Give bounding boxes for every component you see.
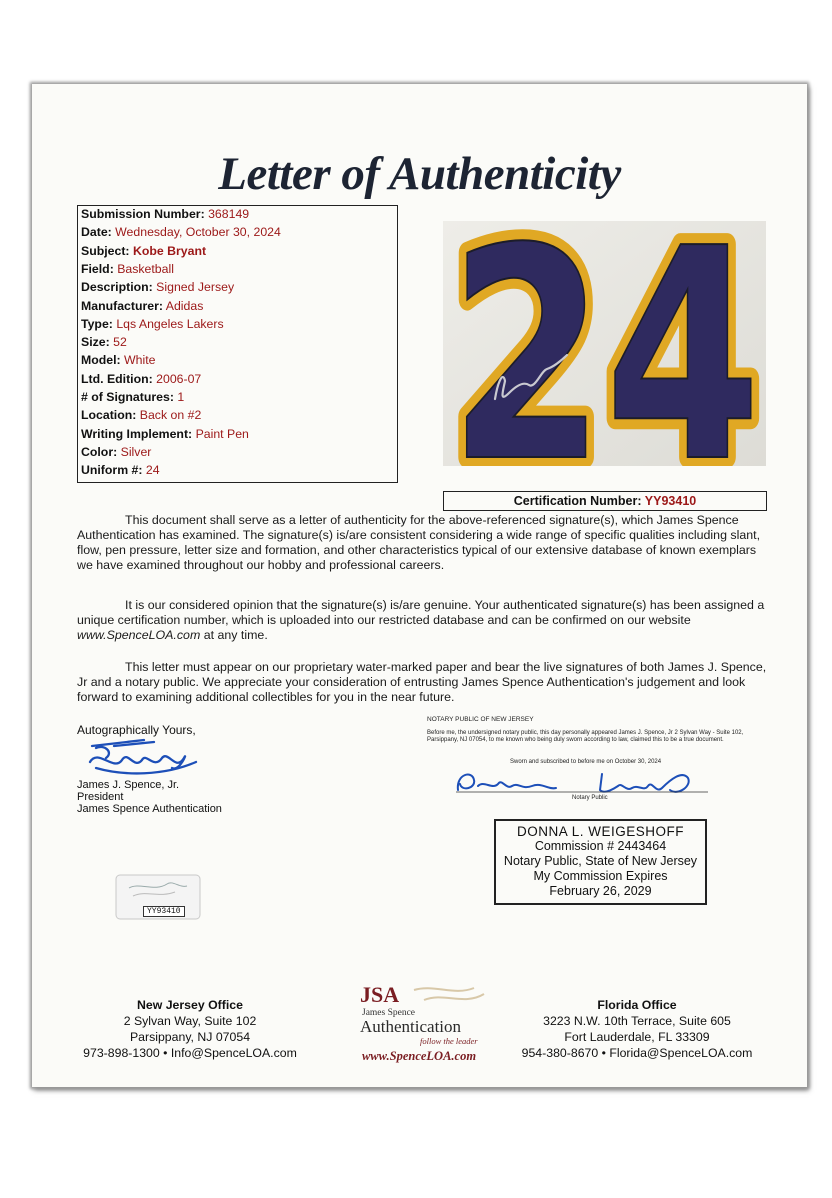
info-value: 368149 (208, 207, 250, 221)
notary-stamp-name: DONNA L. WEIGESHOFF (516, 824, 685, 839)
info-key: Field: (81, 261, 114, 276)
info-value: Kobe Bryant (132, 243, 207, 258)
info-key: Color: (81, 444, 118, 459)
info-row-subject (81, 244, 206, 258)
info-row-type (81, 317, 224, 331)
jersey-photo (443, 221, 766, 466)
info-value: Silver (120, 444, 152, 459)
fl-office-title: Florida Office (597, 998, 677, 1012)
signer-name: James J. Spence, Jr. (77, 779, 180, 791)
info-value: Lqs Angeles Lakers (116, 316, 224, 331)
info-row-signatures (81, 390, 184, 404)
notary-stamp-title: Notary Public, State of New Jersey (503, 854, 698, 868)
paragraph-opinion (77, 598, 767, 643)
nj-office-line1: 2 Sylvan Way, Suite 102 (123, 1014, 257, 1028)
fl-office (517, 997, 757, 1061)
info-key: Manufacturer: (81, 298, 163, 313)
notary-stamp-expires-date: February 26, 2029 (549, 884, 652, 898)
notary-stamp-commission: Commission # 2443464 (534, 839, 667, 853)
info-row-color (81, 445, 151, 459)
letter-sheet (32, 84, 807, 1087)
info-key: Subject: (81, 243, 130, 258)
info-key: Type: (81, 316, 113, 331)
notary-sworn: Sworn and subscribed to before me on October 30, 2024 (510, 759, 662, 765)
info-value: 1 (177, 390, 185, 404)
notary-header: NOTARY PUBLIC OF NEW JERSEY (427, 716, 534, 723)
paragraph-text: This letter must appear on our proprietary water-marked paper and bear the live signatures of both James J. Spence, Jr and a notary public. We appreciate your consideration of entrusting James Spence Authentication's judgement and look forward to examining additional collectibles for you in the near future. (77, 660, 767, 704)
certification-number-box (443, 491, 767, 511)
info-key: Size: (81, 335, 110, 350)
jersey-number: 24 (449, 221, 761, 466)
info-value: White (124, 353, 156, 368)
info-key: Uniform #: (81, 463, 143, 478)
info-row-location (81, 408, 201, 422)
notary-stamp-expires-label: My Commission Expires (533, 869, 668, 883)
info-row-field (81, 262, 174, 276)
info-key: Submission Number: (81, 207, 205, 221)
paragraph-text: This document shall serve as a letter of authenticity for the above-referenced signature(s), which James Spence Authentication has examined. The signature(s) is/are consistent considering a wide range of specific qualities including slant, flow, pen pressure, letter size and formation, and other characteristics typical of our extensive database of known exemplars we have examined throughout our hobby and professional careers. (77, 513, 761, 572)
info-key: Description: (81, 280, 153, 295)
notary-statement: Before me, the undersigned notary public, this day personally appeared James J. Spence, Jr 2 Sylvan Way - Suite 102, Parsippany, NJ 07054, to me known who being duly sworn according to law, claimed this to be a true document. (427, 730, 744, 743)
sticker-code: YY93410 (143, 906, 185, 917)
jersey-number-outline: 24 (449, 221, 761, 466)
nj-office-title: New Jersey Office (137, 998, 243, 1012)
info-value: Paint Pen (195, 426, 249, 441)
logo-line1: James Spence (362, 1008, 416, 1018)
nj-office (70, 997, 310, 1061)
logo-jsa: JSA (360, 982, 400, 1007)
nj-office-line3: 973-898-1300 • Info@SpenceLOA.com (83, 1046, 297, 1060)
info-key: Date: (81, 225, 112, 240)
info-row-implement (81, 427, 249, 441)
info-row-submission (81, 207, 249, 221)
signer-company: James Spence Authentication (77, 803, 222, 815)
paragraph-paper (77, 660, 767, 705)
fl-office-line2: Fort Lauderdale, FL 33309 (564, 1030, 710, 1044)
info-row-size (81, 335, 127, 349)
info-value: Wednesday, October 30, 2024 (115, 225, 281, 240)
logo-tagline: follow the leader (420, 1036, 478, 1046)
info-value: 52 (113, 335, 127, 350)
info-value: 24 (145, 463, 160, 478)
website-link[interactable]: www.SpenceLOA.com (77, 628, 201, 642)
fl-office-line1: 3223 N.W. 10th Terrace, Suite 605 (543, 1014, 731, 1028)
paragraph-text: at any time. (200, 628, 268, 642)
info-row-uniform (81, 463, 160, 477)
nj-office-line2: Parsippany, NJ 07054 (129, 1030, 251, 1044)
info-row-manufacturer (81, 299, 203, 313)
certification-number: YY93410 (644, 494, 697, 508)
info-key: Model: (81, 353, 121, 368)
info-key: Location: (81, 408, 137, 423)
certification-label: Certification Number: (513, 494, 642, 508)
info-value: Back on #2 (139, 408, 202, 423)
jersey-number-graphic (443, 221, 766, 466)
paragraph-text: It is our considered opinion that the signature(s) is/are genuine. Your authenticated signature(s) has been assigned a unique certification number, which is uploaded into our restricted database and can be confirmed on our website (77, 598, 765, 627)
fl-office-line3: 954-380-8670 • Florida@SpenceLOA.com (521, 1046, 753, 1060)
info-row-model (81, 353, 155, 367)
paragraph-authenticity (77, 513, 767, 573)
info-key: Ltd. Edition: (81, 371, 153, 386)
closing-text: Autographically Yours, (77, 723, 196, 737)
info-row-description (81, 280, 234, 294)
signer-role: President (77, 791, 124, 803)
info-row-date (81, 225, 281, 239)
submission-info-box (77, 205, 398, 483)
info-value: Basketball (117, 261, 174, 276)
info-key: # of Signatures: (81, 390, 174, 404)
website-url[interactable]: www.SpenceLOA.com (361, 1049, 477, 1063)
notary-sig-label: Notary Public (572, 795, 608, 801)
notary-stamp (494, 819, 707, 905)
info-value: 2006-07 (156, 371, 202, 386)
info-value: Signed Jersey (156, 280, 235, 295)
logo-line2: Authentication (360, 1017, 462, 1036)
info-row-edition (81, 372, 201, 386)
spence-signature (84, 732, 204, 780)
info-key: Writing Implement: (81, 426, 193, 441)
info-value: Adidas (165, 298, 204, 313)
page-title: Letter of Authenticity (218, 148, 621, 200)
